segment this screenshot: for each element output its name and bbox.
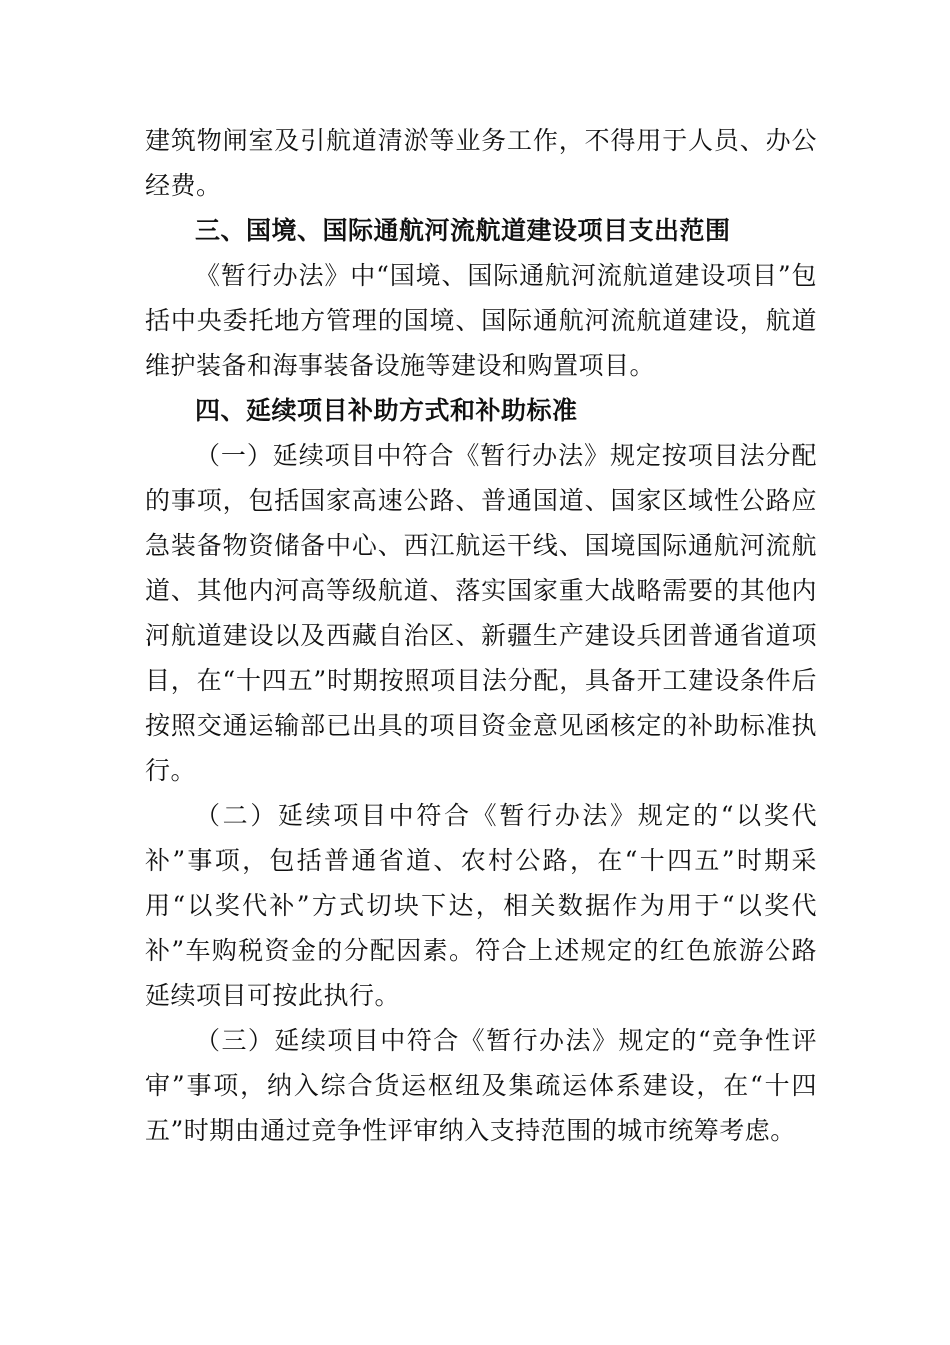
paragraph-item-three: （三）延续项目中符合《暂行办法》规定的“竞争性评审”事项，纳入综合货运枢纽及集疏运体系建设，在“十四五”时期由通过竞争性评审纳入支持范围的城市统筹考虑。 [145,1026,817,1145]
paragraph-continued: 建筑物闸室及引航道清淤等业务工作，不得用于人员、办公经费。 [145,126,817,200]
paragraph-item-one: （一）延续项目中符合《暂行办法》规定按项目法分配的事项，包括国家高速公路、普通国道、国家区域性公路应急装备物资储备中心、西江航运干线、国境国际通航河流航道、其他内河高等级航道、落实国家重大战略需要的其他内河航道建设以及西藏自治区、新疆生产建设兵团普通省道项目，在“十四五”时期按照项目法分配，具备开工建设条件后按照交通运输部已出具的项目资金意见函核定的补助标准执行。 [145,441,817,785]
document-body [145,118,817,1153]
paragraph-section-three: 《暂行办法》中“国境、国际通航河流航道建设项目”包括中央委托地方管理的国境、国际通航河流航道建设，航道维护装备和海事装备设施等建设和购置项目。 [145,261,817,380]
paragraph-item-two: （二）延续项目中符合《暂行办法》规定的“以奖代补”事项，包括普通省道、农村公路，在“十四五”时期采用“以奖代补”方式切块下达，相关数据作为用于“以奖代补”车购税资金的分配因素。符合上述规定的红色旅游公路延续项目可按此执行。 [145,801,817,1010]
section-heading-four: 四、延续项目补助方式和补助标准 [195,396,578,425]
section-heading-three: 三、国境、国际通航河流航道建设项目支出范围 [195,216,731,245]
